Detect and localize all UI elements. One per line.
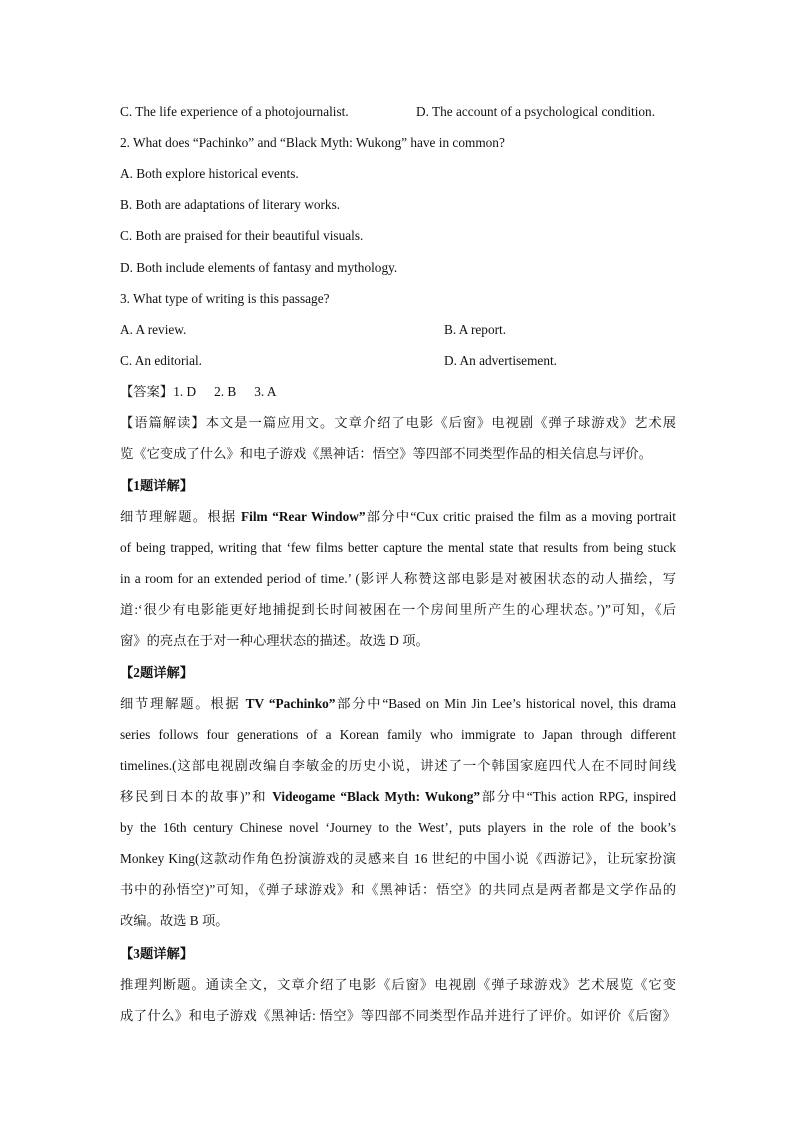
- tv-title-pachinko: TV “Pachinko”: [245, 696, 336, 711]
- q2-option-c: C. Both are praised for their beautiful visuals.: [120, 228, 364, 243]
- q3-option-b: B. A report.: [444, 322, 507, 337]
- answer-2: 2. B: [214, 384, 237, 399]
- detail2-line-6: Monkey King(这款动作角色扮演游戏的灵感来自 16 世纪的中国小说《西游记》，让玩家扮演: [120, 851, 676, 866]
- answer-3: 3. A: [254, 384, 277, 399]
- q2-question: 2. What does “Pachinko” and “Black Myth: Wukong” have in common?: [120, 135, 505, 150]
- answer-1: 1. D: [173, 384, 197, 399]
- detail2-line-1: 细节理解题。根据 TV “Pachinko”部分中“Based on Min Jin Lee’s historical novel, this drama: [120, 696, 677, 711]
- detail3-line-2: 成了什么》和电子游戏《黑神话: 悟空》等四部不同类型作品并进行了评价。如评价《后窗》: [120, 1008, 676, 1023]
- detail2-line-3: timelines.(这部电视剧改编自李敏金的历史小说，讲述了一个韩国家庭四代人在不同时间线: [120, 758, 676, 773]
- detail2-line-4: 移民到日本的故事)”和 Videogame “Black Myth: Wukong”部分中“This action RPG, inspired: [120, 789, 676, 804]
- detail1-line-4: 道:‘很少有电影能更好地捕捉到长时间被困在一个房间里所产生的心理状态。’)”可知，《后: [120, 602, 676, 617]
- q3-question: 3. What type of writing is this passage?: [120, 291, 330, 306]
- detail2-line-8: 改编。故选 B 项。: [120, 913, 229, 928]
- game-title-black-myth: Videogame “Black Myth: Wukong”: [272, 789, 480, 804]
- detail2-heading: 【2题详解】: [120, 665, 194, 680]
- summary-line-2: 览《它变成了什么》和电子游戏《黑神话：悟空》等四部不同类型作品的相关信息与评价。: [120, 446, 652, 461]
- detail1-body: [120, 501, 676, 656]
- detail3-heading: 【3题详解】: [120, 946, 194, 961]
- answer-line: [120, 383, 294, 401]
- q2-option-b: B. Both are adaptations of literary works.: [120, 197, 341, 212]
- detail2-line-2: series follows four generations of a Korean family who immigrate to Japan through different: [120, 727, 676, 742]
- q2-option-d: D. Both include elements of fantasy and mythology.: [120, 260, 398, 275]
- detail1-heading: 【1题详解】: [120, 478, 194, 493]
- detail3-line-1: 推理判断题。通读全文，文章介绍了电影《后窗》电视剧《弹子球游戏》艺术展览《它变: [120, 977, 676, 992]
- detail2-body: [120, 688, 676, 936]
- detail1-line-3: in a room for an extended period of time.’ (影评人称赞这部电影是对被困状态的动人描绘，写: [120, 571, 676, 586]
- q3-option-d: D. An advertisement.: [444, 353, 557, 368]
- summary-label: 【语篇解读】: [120, 415, 206, 430]
- q1-option-c: C. The life experience of a photojournalist.: [120, 104, 349, 119]
- film-title-rear-window: Film “Rear Window”: [241, 509, 366, 524]
- q2-option-a: A. Both explore historical events.: [120, 166, 299, 181]
- detail1-line-1: 细节理解题。根据 Film “Rear Window”部分中“Cux critic praised the film as a moving portrait: [120, 509, 676, 524]
- answer-label: 【答案】: [120, 384, 174, 399]
- detail2-line-5: by the 16th century Chinese novel ‘Journey to the West’, puts players in the role of the book’s: [120, 820, 676, 835]
- q3-option-a: A. A review.: [120, 322, 187, 337]
- q3-option-c: C. An editorial.: [120, 353, 202, 368]
- detail1-line-5: 窗》的亮点在于对一种心理状态的描述。故选 D 项。: [120, 633, 429, 648]
- detail3-body: [120, 969, 676, 1031]
- detail2-line-7: 书中的孙悟空)”可知，《弹子球游戏》和《黑神话：悟空》的共同点是两者都是文学作品的: [120, 882, 676, 897]
- detail1-line-2: of being trapped, writing that ‘few films better capture the mental state that results from being stuck: [120, 540, 676, 555]
- passage-summary: [120, 407, 676, 469]
- summary-line-1: 【语篇解读】本文是一篇应用文。文章介绍了电影《后窗》电视剧《弹子球游戏》艺术展: [120, 415, 677, 430]
- q1-option-d: D. The account of a psychological condition.: [416, 104, 656, 119]
